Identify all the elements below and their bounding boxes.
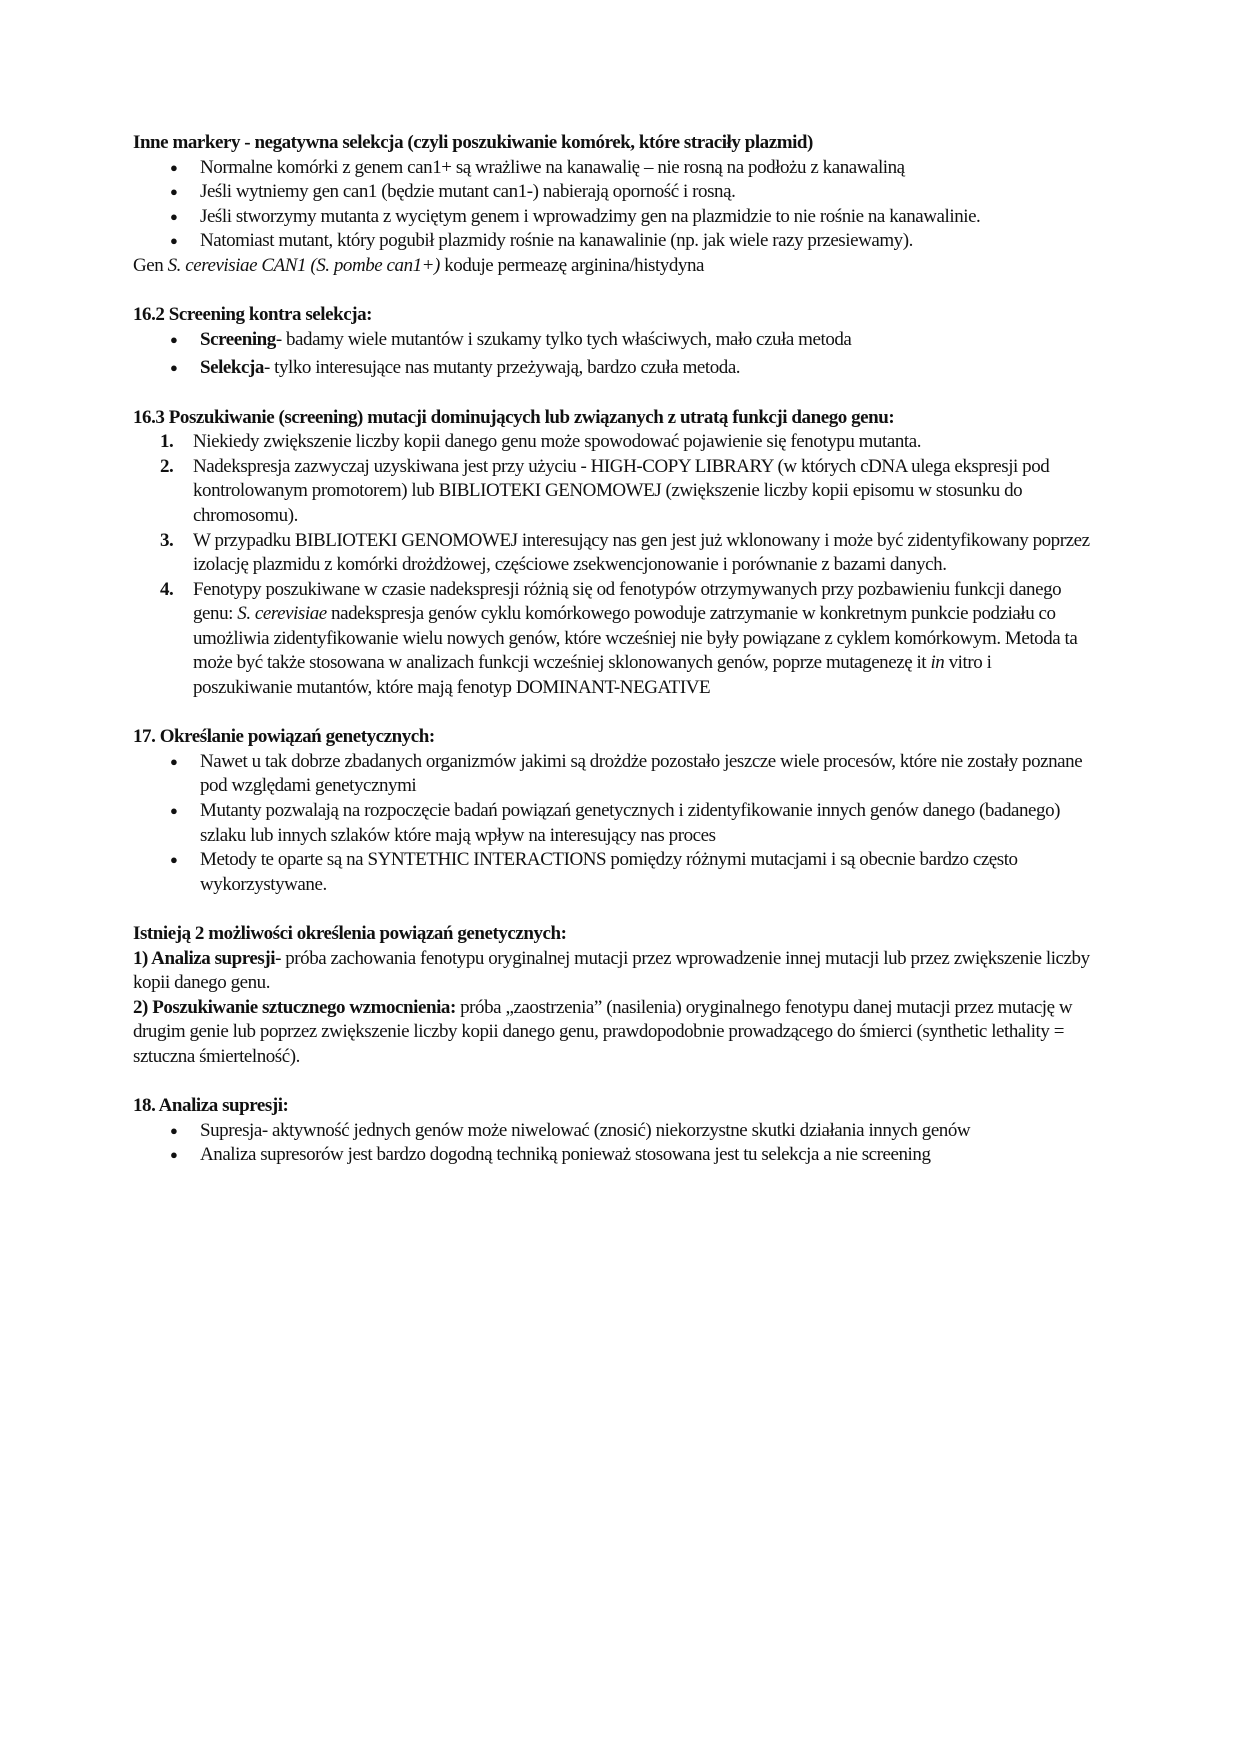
- heading-17: 17. Określanie powiązań genetycznych:: [133, 726, 435, 748]
- list-item: ● Nawet u tak dobrze zbadanych organizmów jakimi są drożdże pozostało jeszcze wiele procesów, które nie zostały poznane pod względami genetycznymi: [133, 750, 1093, 799]
- list-item: ● Normalne komórki z genem can1+ są wrażliwe na kanawalię – nie rosną na podłożu z kanawaliną: [133, 156, 1093, 181]
- document-page: [133, 131, 1093, 1168]
- list-item: ● Mutanty pozwalają na rozpoczęcie badań powiązań genetycznych i zidentyfikowanie innych genów danego (badanego) szlaku lub innych szlaków które mają wpływ na interesujący nas proces: [133, 799, 1093, 848]
- list-item: 2. Nadekspresja zazwyczaj uzyskiwana jest przy użyciu - HIGH-COPY LIBRARY (w których cDNA ulega ekspresji pod kontrolowanym promotorem) lub BIBLIOTEKI GENOMOWEJ (zwiększenie liczby kopii episomu w stosunku do chromosomu).: [160, 455, 1050, 526]
- list-item: 3. W przypadku BIBLIOTEKI GENOMOWEJ interesujący nas gen jest już wklonowany i może być zidentyfikowany poprzez izolację plazmidu z komórki drożdżowej, częściowe zsekwencjonowanie i porównanie z bazami danych.: [160, 529, 1090, 576]
- numbered-list-16-3: [133, 430, 1093, 701]
- list-item: 1. Niekiedy zwiększenie liczby kopii danego genu może spowodować pojawienie się fenotypu mutanta.: [160, 431, 922, 453]
- list-item: ● Jeśli wytniemy gen can1 (będzie mutant can1-) nabierają oporność i rosną.: [133, 180, 1093, 205]
- list-item: ● Jeśli stworzymy mutanta z wyciętym genem i wprowadzimy gen na plazmidzie to nie rośnie na kanawalinie.: [133, 205, 1093, 230]
- list-item: ● Natomiast mutant, który pogubił plazmidy rośnie na kanawalinie (np. jak wiele razy przesiewamy).: [133, 229, 1093, 254]
- list-item: ● Analiza supresorów jest bardzo dogodną techniką ponieważ stosowana jest tu selekcja a nie screening: [133, 1143, 1093, 1168]
- list-item: ● Selekcja- tylko interesujące nas mutanty przeżywają, bardzo czuła metoda.: [133, 356, 1093, 381]
- genetic-links-bullet-list: [133, 750, 1093, 898]
- list-item: 4. Fenotypy poszukiwane w czasie nadekspresji różnią się od fenotypów otrzymywanych przy pozbawieniu funkcji danego genu: S. cerevisiae nadekspresja genów cyklu komórkowego powoduje zatrzymanie w konkretnym punkcie podziału co umożliwia zidentyfikowanie wielu nowych genów, które wcześniej nie były powiązane z cyklem komórkowym. Metoda ta może być także stosowana w analizach funkcji wcześniej sklonowanych genów, poprze mutagenezę it in vitro i poszukiwanie mutantów, które mają fenotyp DOMINANT-NEGATIVE: [160, 578, 1078, 699]
- heading-inne-markery: Inne markery - negatywna selekcja (czyli poszukiwanie komórek, które straciły plazmid): [133, 132, 813, 153]
- possibility-1: 1) Analiza supresji- próba zachowania fenotypu oryginalnej mutacji przez wprowadzenie innej mutacji lub przez zwiększenie liczby kopii danego genu.: [133, 947, 1090, 994]
- possibility-2: 2) Poszukiwanie sztucznego wzmocnienia: próba „zaostrzenia” (nasilenia) oryginalnego fenotypu danej mutacji przez mutację w drugim genie lub poprzez zwiększenie liczby kopii danego genu, prawdopodobnie prowadzącego do śmierci (synthetic lethality = sztuczna śmiertelność).: [133, 996, 1073, 1067]
- heading-16-3: 16.3 Poszukiwanie (screening) mutacji dominujących lub związanych z utratą funkcji danego genu:: [133, 406, 895, 428]
- list-item: ● Supresja- aktywność jednych genów może niwelować (znosić) niekorzystne skutki działania innych genów: [133, 1119, 1093, 1144]
- heading-16-2: 16.2 Screening kontra selekcja:: [133, 304, 373, 326]
- suppression-bullet-list: [133, 1119, 1093, 1168]
- list-item: ● Screening- badamy wiele mutantów i szukamy tylko tych właściwych, mało czuła metoda: [133, 328, 1093, 353]
- list-item: ● Metody te oparte są na SYNTETHIC INTERACTIONS pomiędzy różnymi mutacjami i są obecnie bardzo często wykorzystywane.: [133, 848, 1093, 897]
- heading-18: 18. Analiza supresji:: [133, 1095, 289, 1117]
- markers-bullet-list: [133, 156, 1093, 254]
- heading-possibilities: Istnieją 2 możliwości określenia powiązań genetycznych:: [133, 923, 567, 944]
- screening-bullet-list: [133, 328, 1093, 381]
- gene-line: Gen S. cerevisiae CAN1 (S. pombe can1+) koduje permeazę arginina/histydyna: [133, 254, 704, 276]
